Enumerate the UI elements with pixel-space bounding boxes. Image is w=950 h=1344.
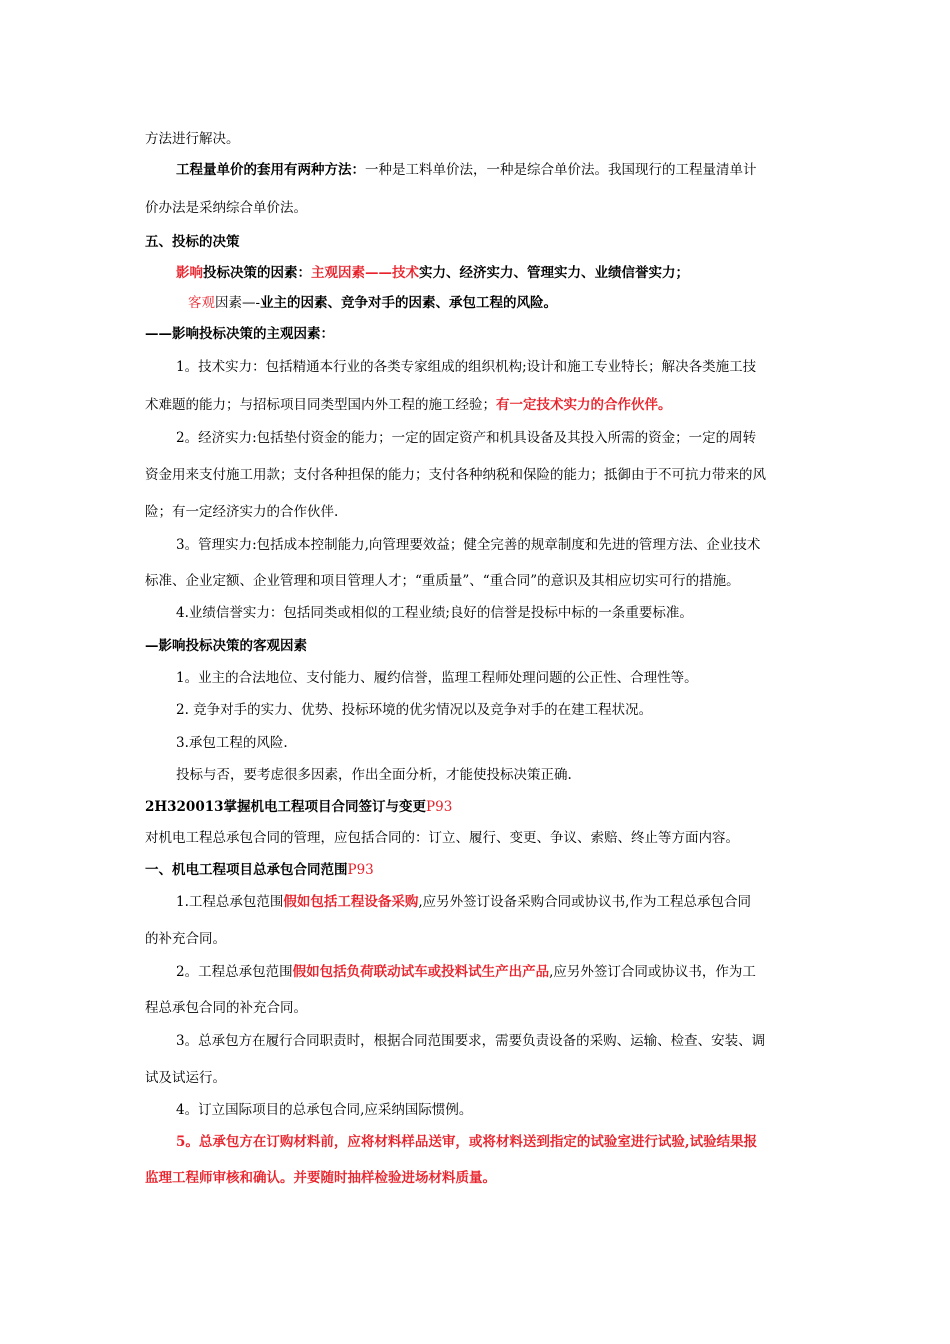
text: 3。总承包方在履行合同职责时，根据合同范围要求，需要负责设备的采购、运输、检查、安装、调 — [176, 1033, 766, 1049]
highlight-text: 假如包括工程设备采购 — [283, 894, 419, 910]
text: 1。业主的合法地位、支付能力、履约信誉，监理工程师处理问题的公正性、合理性等。 — [176, 670, 698, 686]
paragraph-line — [145, 1169, 496, 1187]
paragraph-line — [145, 930, 226, 948]
paragraph-line — [145, 396, 672, 414]
text: 标准、企业定额、企业管理和项目管理人才；“重质量”、“重合同”的意识及其相应切实可行的措施。 — [145, 573, 740, 589]
text: 2。经济实力:包括垫付资金的能力；一定的固定资产和机具设备及其投入所需的资金；一定的周转 — [176, 430, 757, 446]
text: ,应另外签订合同或协议书，作为工 — [549, 964, 756, 980]
paragraph-line — [176, 536, 760, 554]
section-heading — [145, 861, 374, 879]
paragraph-line — [176, 358, 756, 376]
text: 对机电工程总承包合同的管理，应包括合同的：订立、履行、变更、争议、索赔、终止等方面内容。 — [145, 830, 739, 846]
text: 资金用来支付施工用款；支付各种担保的能力；支付各种纳税和保险的能力；抵御由于不可抗力带来的风 — [145, 467, 766, 483]
text: 2. 竞争对手的实力、优势、投标环境的优劣情况以及竞争对手的在建工程状况。 — [176, 702, 653, 718]
paragraph-line — [145, 829, 739, 847]
paragraph-line — [145, 199, 307, 217]
paragraph-line — [145, 503, 338, 521]
paragraph-line — [176, 161, 757, 179]
paragraph-line — [145, 1069, 226, 1087]
highlight-text: 客观 — [188, 295, 215, 311]
heading-text: 2H320013掌握机电工程项目合同签订与变更 — [145, 799, 427, 815]
heading-text: ——影响投标决策的主观因素： — [145, 326, 334, 342]
highlight-text: 影响 — [176, 265, 203, 281]
text: 试及试运行。 — [145, 1070, 226, 1086]
paragraph-line — [176, 604, 693, 622]
text: 术难题的能力；与招标项目同类型国内外工程的施工经验； — [145, 397, 496, 413]
paragraph-line — [145, 572, 740, 590]
paragraph-line — [176, 766, 572, 784]
paragraph-line — [176, 1101, 472, 1119]
paragraph-line — [176, 734, 288, 752]
text: 2。工程总承包范围 — [176, 964, 293, 980]
text: 4。订立国际项目的总承包合同,应采纳国际惯例。 — [176, 1102, 473, 1118]
text: ,应另外签订设备采购合同或协议书,作为工程总承包合同 — [418, 894, 751, 910]
paragraph-line — [176, 1133, 757, 1151]
text: 价办法是采纳综合单价法。 — [145, 200, 307, 216]
text: 1.工程总承包范围 — [176, 894, 284, 910]
paragraph-line — [176, 701, 652, 719]
paragraph-line — [145, 130, 240, 148]
text: 险；有一定经济实力的合作伙伴. — [145, 504, 339, 520]
page-reference: P93 — [347, 862, 374, 878]
highlight-text: 5。总承包方在订购材料前，应将材料样品送审，或将材料送到指定的试验室进行试验,试验结果报 — [176, 1134, 758, 1150]
text: 4.业绩信誉实力：包括同类或相似的工程业绩;良好的信誉是投标中标的一条重要标准。 — [176, 605, 693, 621]
section-heading — [145, 798, 452, 816]
text: 程总承包合同的补充合同。 — [145, 1000, 307, 1016]
section-heading — [145, 233, 240, 251]
subsection-heading — [145, 325, 334, 343]
highlight-text: 主观因素——技术 — [311, 265, 419, 281]
text: 3.承包工程的风险. — [176, 735, 288, 751]
highlight-text: 假如包括负荷联动试车或投料试生产出产品 — [292, 964, 550, 980]
text: 3。管理实力:包括成本控制能力,向管理要效益；健全完善的规章制度和先进的管理方法、企业技术 — [176, 537, 761, 553]
paragraph-line — [145, 999, 307, 1017]
bold-text: 投标决策的因素： — [203, 265, 311, 281]
highlight-text: 有一定技术实力的合作伙伴。 — [496, 397, 672, 413]
paragraph-line — [188, 294, 557, 312]
paragraph-line — [176, 893, 751, 911]
paragraph-line — [176, 264, 689, 282]
text: 方法进行解决。 — [145, 131, 240, 147]
text: 因素—- — [215, 295, 261, 311]
heading-text: —影响投标决策的客观因素 — [145, 638, 307, 654]
text: 投标与否，要考虑很多因素，作出全面分析，才能使投标决策正确. — [176, 767, 572, 783]
paragraph-line — [176, 669, 698, 687]
heading-text: 五、投标的决策 — [145, 234, 240, 250]
paragraph-line — [176, 1032, 765, 1050]
bold-text: 工程量单价的套用有两种方法： — [176, 162, 365, 178]
bold-text: 业主的因素、竞争对手的因素、承包工程的风险。 — [260, 295, 558, 311]
page-reference: P93 — [426, 799, 453, 815]
paragraph-line — [145, 466, 766, 484]
bold-text: 实力、经济实力、管理实力、业绩信誉实力； — [419, 265, 689, 281]
highlight-text: 监理工程师审核和确认。并要随时抽样检验进场材料质量。 — [145, 1170, 496, 1186]
paragraph-line — [176, 963, 756, 981]
text: 一种是工料单价法，一种是综合单价法。我国现行的工程量清单计 — [365, 162, 757, 178]
text: 1。技术实力：包括精通本行业的各类专家组成的组织机构;设计和施工专业特长；解决各类施工技 — [176, 359, 757, 375]
heading-text: 一、机电工程项目总承包合同范围 — [145, 862, 348, 878]
subsection-heading — [145, 637, 307, 655]
text: 的补充合同。 — [145, 931, 226, 947]
paragraph-line — [176, 429, 756, 447]
